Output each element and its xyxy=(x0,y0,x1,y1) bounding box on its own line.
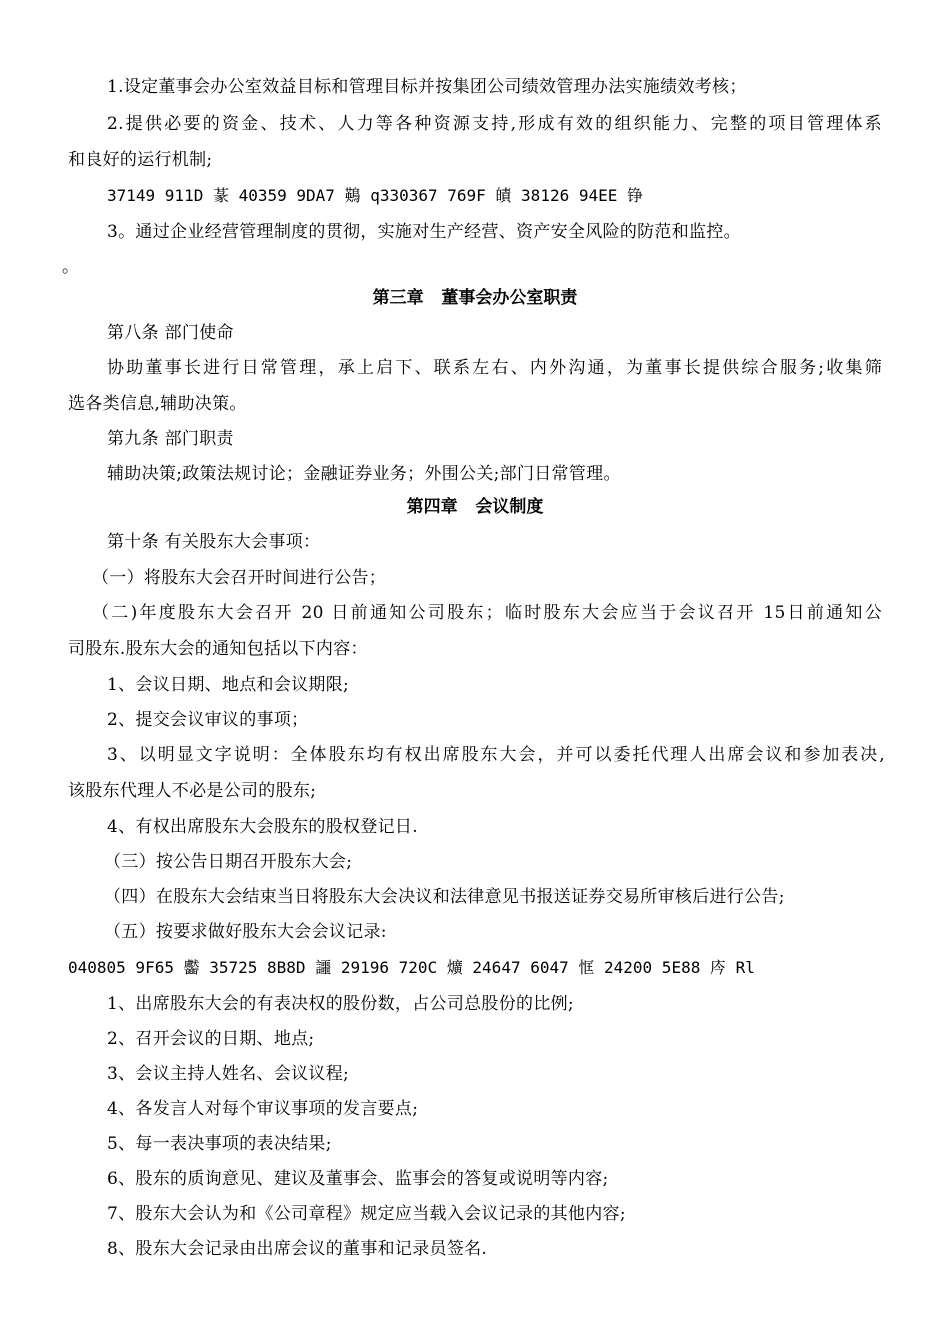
article-8-line-2: 选各类信息,辅助决策。 xyxy=(68,394,247,414)
record-item-3: 3、会议主持人姓名、会议议程; xyxy=(107,1064,350,1084)
item-paren-4: （四）在股东大会结束当日将股东大会决议和法律意见书报送证券交易所审核后进行公告; xyxy=(104,887,785,907)
notice-item-4: 4、有权出席股东大会股东的股权登记日. xyxy=(107,817,418,837)
item-paren-1: （一）将股东大会召开时间进行公告； xyxy=(92,568,387,588)
item-paren-2-line-2: 司股东.股东大会的通知包括以下内容： xyxy=(68,639,368,659)
item-paren-3: （三）按公告日期召开股东大会; xyxy=(104,852,353,872)
notice-item-2: 2、提交会议审议的事项； xyxy=(107,710,309,730)
record-item-8: 8、股东大会记录由出席会议的董事和记录员签名. xyxy=(107,1239,488,1259)
article-9-body: 辅助决策;政策法规讨论；金融证券业务；外围公关;部门日常管理。 xyxy=(107,464,621,484)
notice-item-3-line-2: 该股东代理人不必是公司的股东; xyxy=(68,781,317,801)
stray-period: 。 xyxy=(62,257,80,277)
notice-item-3-line-1: 3、以明显文字说明：全体股东均有权出席股东大会，并可以委托代理人出席会议和参加表决, xyxy=(107,745,885,765)
duty-item-2-line-2: 和良好的运行机制; xyxy=(68,150,213,170)
record-item-6: 6、股东的质询意见、建议及董事会、监事会的答复或说明等内容; xyxy=(107,1169,609,1189)
article-10-title: 第十条 有关股东大会事项： xyxy=(107,532,321,552)
duty-item-1: 1.设定董事会办公室效益目标和管理目标并按集团公司绩效管理办法实施绩效考核； xyxy=(107,77,747,97)
duty-item-2-line-1: 2.提供必要的资金、技术、人力等各种资源支持,形成有效的组织能力、完整的项目管理体系 xyxy=(107,114,882,134)
item-paren-5: （五）按要求做好股东大会会议记录: xyxy=(104,922,387,942)
chapter-4-title: 第四章 会议制度 xyxy=(406,497,544,517)
article-8-line-1: 协助董事长进行日常管理，承上启下、联系左右、内外沟通，为董事长提供综合服务;收集筛 xyxy=(107,358,882,378)
noise-line-1: 37149 911D 蒃 40359 9DA7 鶧 q330367 769F 皟 38126 94EE 铮 xyxy=(107,186,644,205)
record-item-2: 2、召开会议的日期、地点; xyxy=(107,1029,315,1049)
chapter-3-title: 第三章 董事会办公室职责 xyxy=(372,288,578,308)
record-item-4: 4、各发言人对每个审议事项的发言要点; xyxy=(107,1099,419,1119)
record-item-7: 7、股东大会认为和《公司章程》规定应当载入会议记录的其他内容; xyxy=(107,1204,626,1224)
duty-item-3: 3。通过企业经营管理制度的贯彻，实施对生产经营、资产安全风险的防范和监控。 xyxy=(107,222,741,242)
article-9-title: 第九条 部门职责 xyxy=(107,429,234,449)
noise-line-2: 040805 9F65 齾 35725 8B8D 讍 29196 720C 爌 24647 6047 恇 24200 5E88 庈 Rl xyxy=(68,958,755,977)
record-item-1: 1、出席股东大会的有表决权的股份数，占公司总股份的比例; xyxy=(107,994,574,1014)
record-item-5: 5、每一表决事项的表决结果; xyxy=(107,1134,332,1154)
notice-item-1: 1、会议日期、地点和会议期限; xyxy=(107,675,350,695)
item-paren-2-line-1: （二)年度股东大会召开 20 日前通知公司股东；临时股东大会应当于会议召开 15日前通知公 xyxy=(92,603,882,623)
article-8-title: 第八条 部门使命 xyxy=(107,323,234,343)
